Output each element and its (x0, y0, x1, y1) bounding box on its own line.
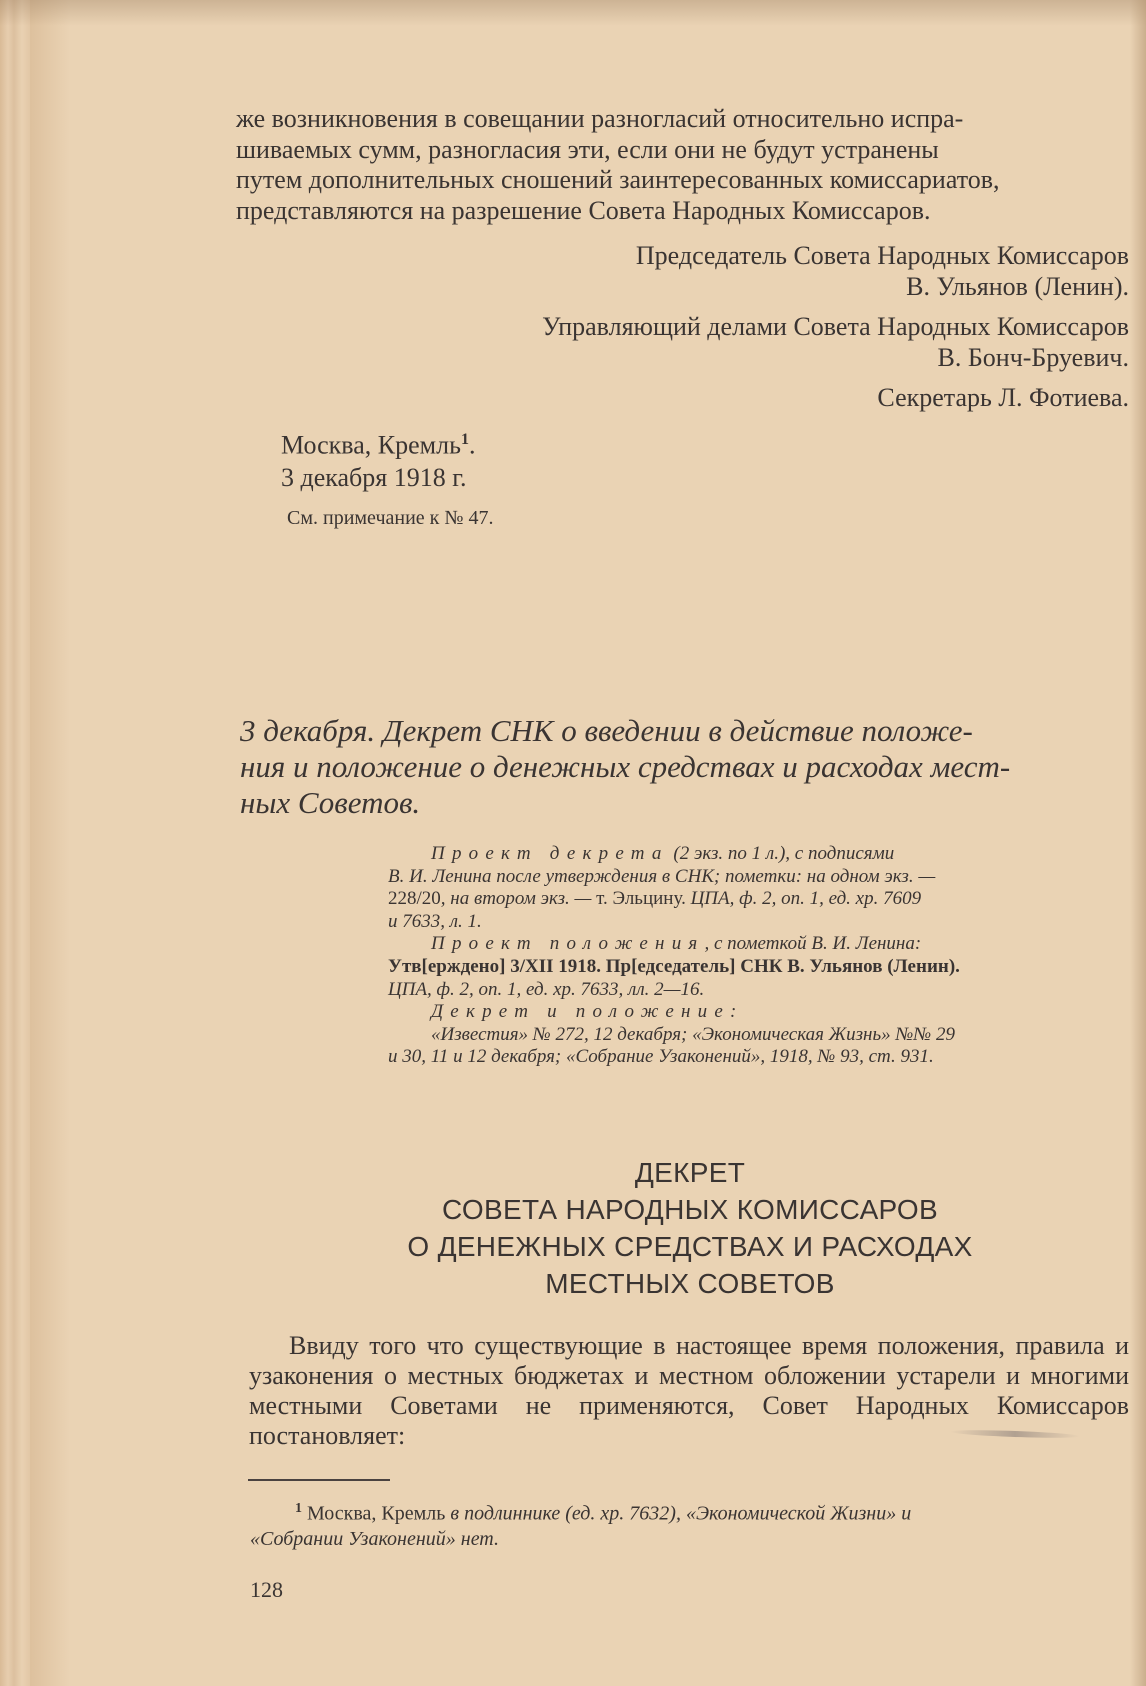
text-line: же возникновения в совещании разногласий относительно испра- (236, 104, 964, 133)
archival-sources (388, 843, 1129, 1069)
draft-regulation-label: Проект положения (431, 933, 705, 955)
signature-block (300, 240, 1129, 413)
footnote-line: «Собрании Узаконений» нет. (250, 1527, 499, 1550)
source-text: ЦПА, ф. 2, оп. 1, ед. хр. 7609 (685, 888, 922, 910)
document-heading (240, 713, 1129, 821)
manager-title: Управляющий делами Совета Народных Комиссаров (542, 312, 1129, 341)
page-number: 128 (250, 1577, 283, 1602)
decree-title (300, 1154, 1080, 1302)
title-line: ДЕКРЕТ (634, 1157, 746, 1188)
source-line: В. И. Ленина после утверждения в СНК; пометки: на одном экз. — (388, 865, 936, 887)
source-text: т. Эльцину. (596, 888, 686, 910)
source-line: Утв[ерждено] 3/XII 1918. Пр[едседатель] СНК В. Ульянов (Ленин). (388, 955, 960, 977)
title-line: О ДЕНЕЖНЫХ СРЕДСТВАХ И РАСХОДАХ (407, 1231, 973, 1262)
heading-line: ных Советов. (240, 785, 421, 820)
text-line: представляются на разрешение Совета Народных Комиссаров. (236, 195, 931, 225)
footnote-text: в подлиннике (ед. хр. 7632), «Экономической Жизни» и (450, 1502, 912, 1525)
place: Москва, Кремль (281, 430, 461, 460)
chairman-name: В. Ульянов (Ленин). (906, 272, 1129, 301)
source-line: и 30, 11 и 12 декабря; «Собрание Узаконений», 1918, № 93, ст. 931. (388, 1046, 934, 1068)
see-note: См. примечание к № 47. (287, 507, 494, 529)
page-edge-shadow (30, 0, 70, 1686)
secretary-signature: Секретарь Л. Фотиева. (877, 383, 1129, 412)
page-edge (0, 0, 30, 1686)
place-end: . (468, 430, 476, 460)
source-line (388, 933, 1129, 956)
source-line: и 7633, л. 1. (388, 910, 482, 932)
decree-label: Декрет и положение: (431, 1001, 744, 1023)
footnote (250, 1496, 1129, 1552)
footnote-number: 1 (295, 1501, 302, 1516)
source-text: , на втором экз. — (440, 888, 597, 910)
source-line (388, 843, 1129, 866)
source-line: «Известия» № 272, 12 декабря; «Экономическая Жизнь» №№ 29 (431, 1023, 955, 1045)
date-line: 3 декабря 1918 г. (281, 462, 467, 492)
chairman-title: Председатель Совета Народных Комиссаров (635, 241, 1129, 270)
text-line: путем дополнительных сношений заинтересованных комиссариатов, (236, 165, 1000, 194)
title-line: СОВЕТА НАРОДНЫХ КОМИССАРОВ (442, 1194, 938, 1225)
source-line: ЦПА, ф. 2, оп. 1, ед. хр. 7633, лл. 2—16. (388, 978, 705, 1000)
draft-decree-label: Проект декрета (431, 843, 669, 864)
source-text: , с пометкой В. И. Ленина: (704, 933, 922, 955)
place-line (281, 424, 781, 462)
top-shadow (0, 0, 1146, 26)
footnote-text: Москва, Кремль (302, 1502, 451, 1525)
heading-line: ния и положение о денежных средствах и расходах мест- (240, 749, 1011, 784)
heading-line: 3 декабря. Декрет СНК о введении в действие положе- (240, 713, 973, 748)
place-date (281, 424, 781, 494)
source-text: (2 экз. по 1 л.), с подписями (668, 843, 895, 864)
footnote-rule (248, 1479, 390, 1481)
footnote-mark: 1 (460, 431, 469, 448)
right-edge (1130, 0, 1146, 1686)
source-text: 228/20 (388, 888, 441, 910)
source-line (388, 888, 1129, 911)
source-line (388, 1001, 1129, 1024)
title-line: МЕСТНЫХ СОВЕТОВ (545, 1268, 835, 1299)
text-line: шиваемых сумм, разногласия эти, если они не будут устранены (236, 134, 939, 164)
footnote-line (250, 1496, 1129, 1527)
top-paragraph (236, 104, 1129, 226)
body-paragraph: Ввиду того что существующие в настоящее время положения, правила и узаконения о местных бюджетах и местном обложении устарели и многими местными Советами не применяются, Совет Народных Комиссаров постановляет: (249, 1331, 1129, 1450)
manager-name: В. Бонч-Бруевич. (937, 343, 1129, 372)
